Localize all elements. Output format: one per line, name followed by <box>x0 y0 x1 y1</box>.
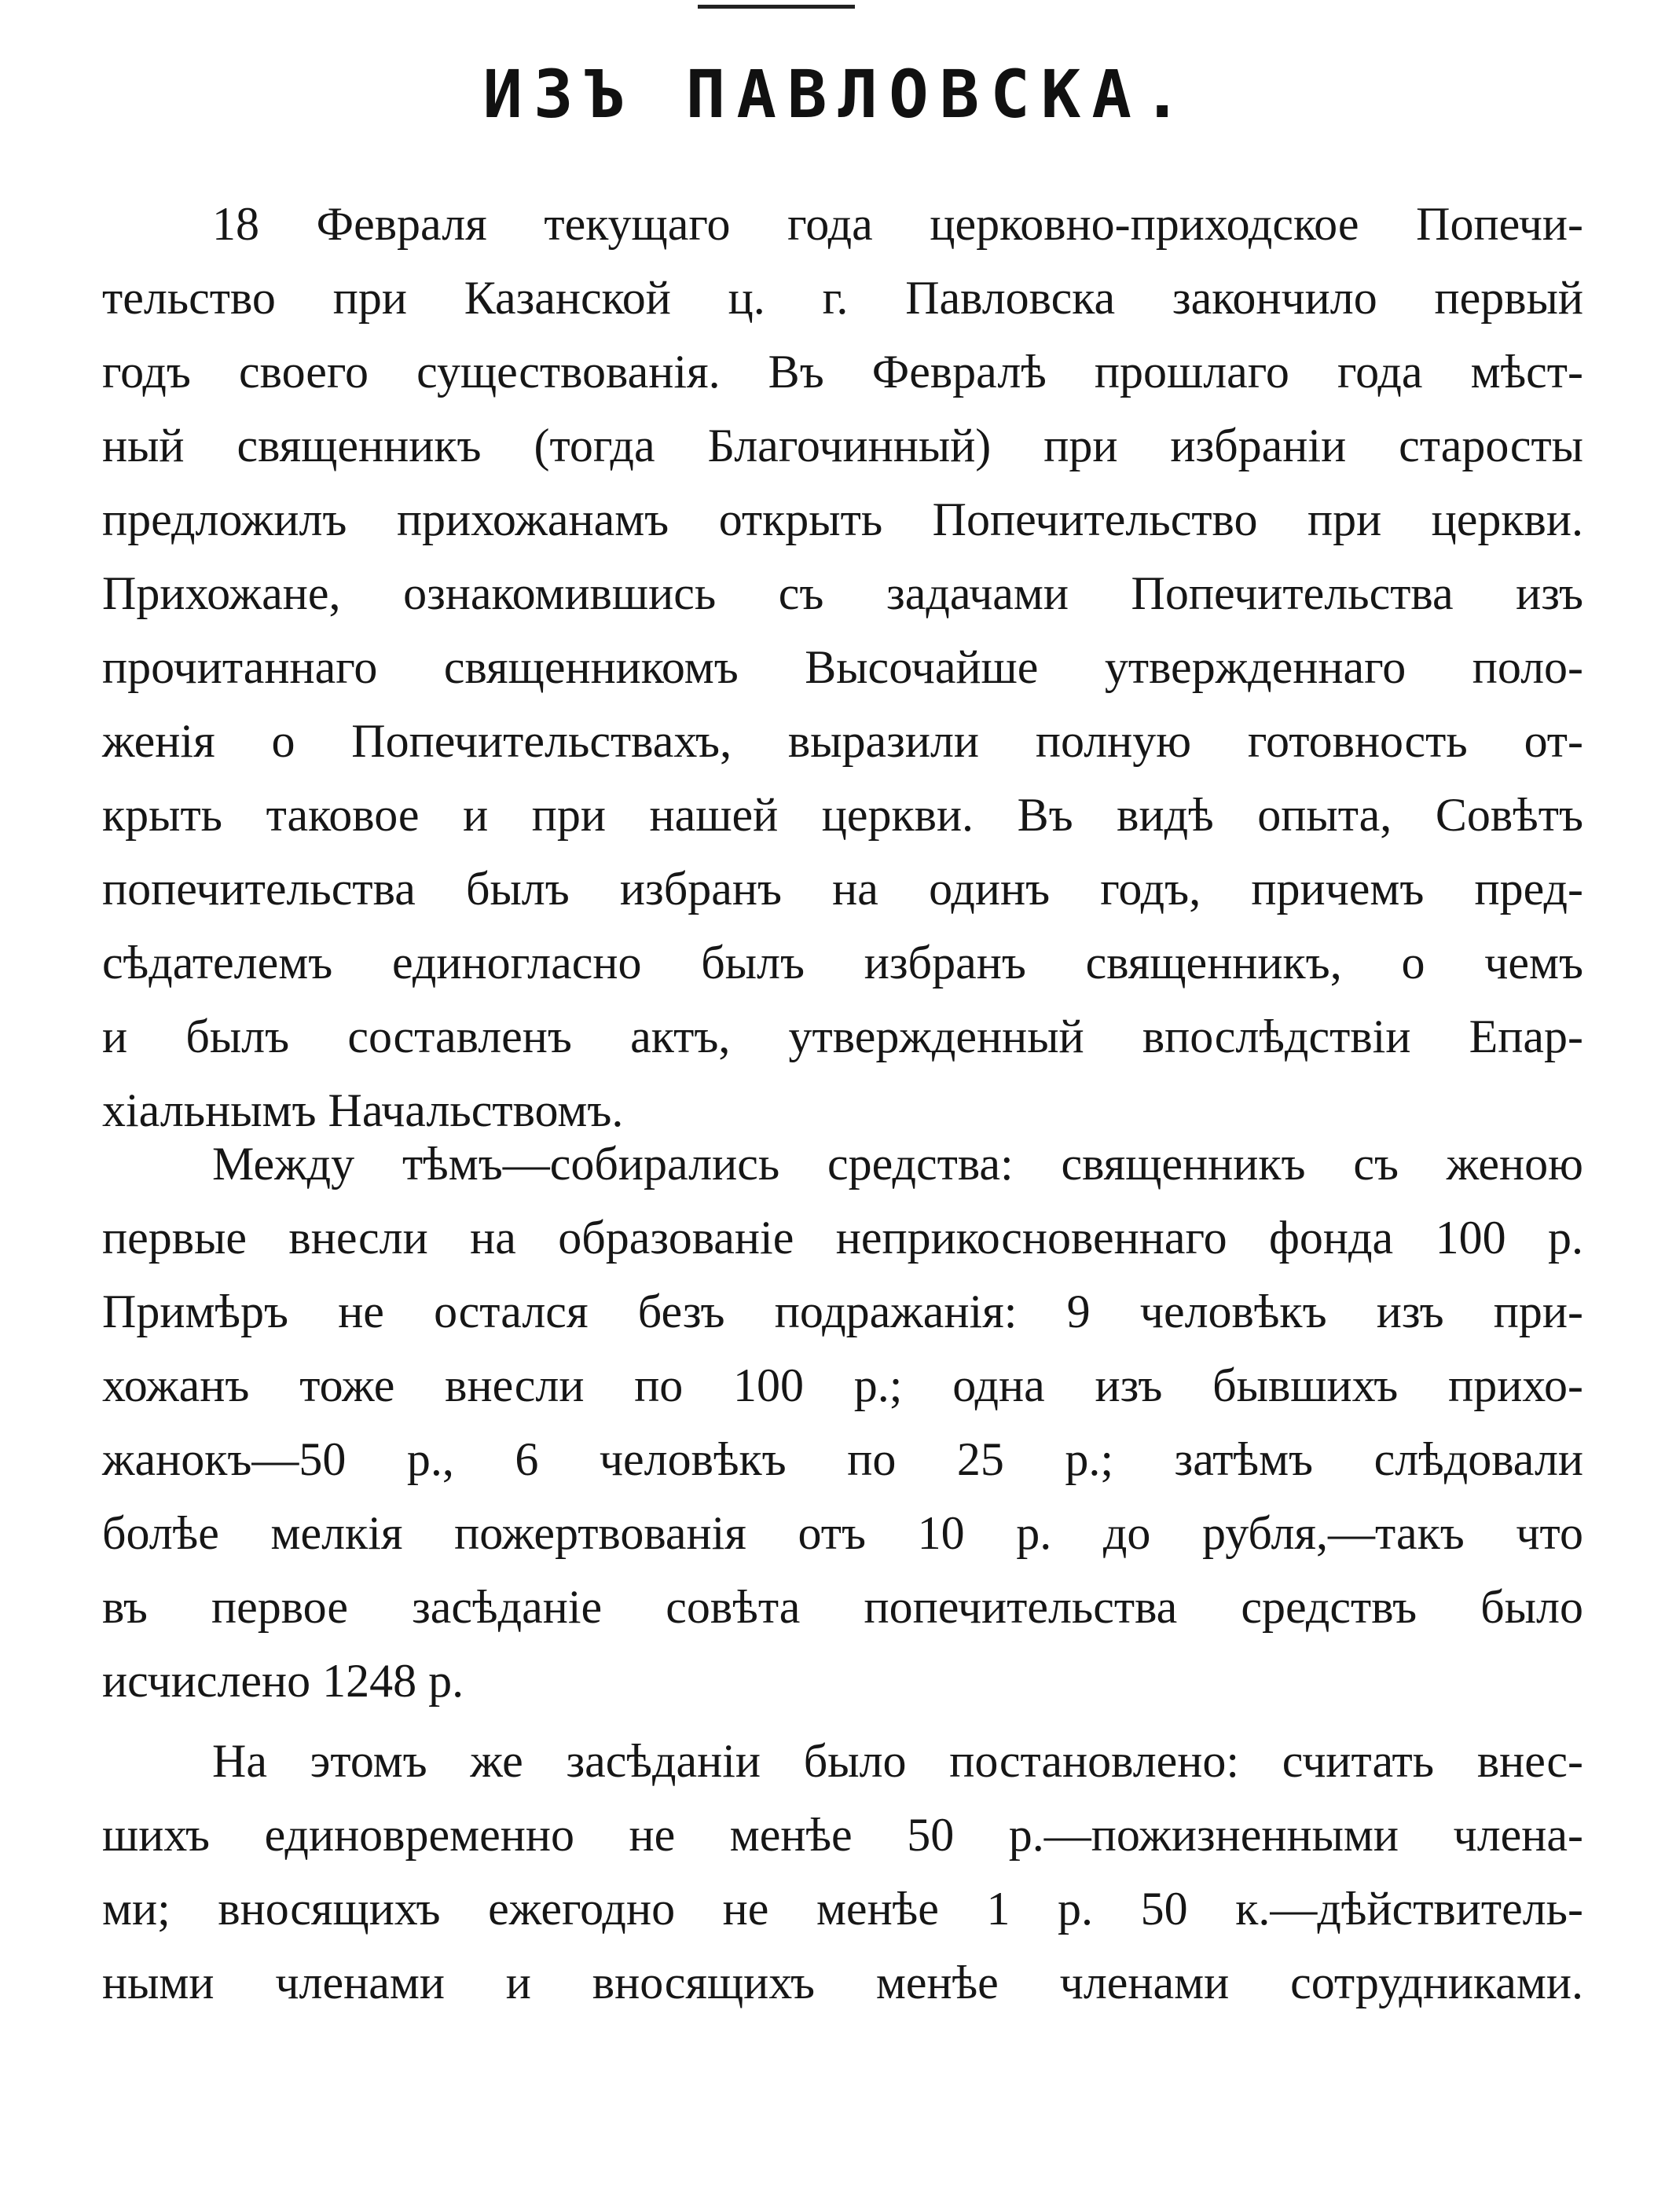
text-line: болѣе мелкія пожертвованія отъ 10 р. до рубля,—такъ что <box>102 1507 1583 1559</box>
text-line: ми; вносящихъ ежегодно не менѣе 1 р. 50 к.—дѣйствитель- <box>102 1883 1583 1935</box>
text-line: ный священникъ (тогда Благочинный) при избраніи старосты <box>102 420 1583 471</box>
text-line: шихъ единовременно не менѣе 50 р.—пожизненными члена- <box>102 1809 1583 1861</box>
text-line: и былъ составленъ актъ, утвержденный впослѣдствіи Епар- <box>102 1011 1583 1062</box>
text-line: Примѣръ не остался безъ подражанія: 9 человѣкъ изъ при- <box>102 1286 1583 1337</box>
text-line: попечительства былъ избранъ на одинъ годъ, причемъ пред- <box>102 863 1583 915</box>
text-line: хіальнымъ Начальствомъ. <box>102 1084 624 1136</box>
text-line: прочитаннаго священникомъ Высочайше утвержденнаго поло- <box>102 641 1583 693</box>
text-line: годъ своего существованія. Въ Февралѣ прошлаго года мѣст- <box>102 346 1583 398</box>
text-line: ными членами и вносящихъ менѣе членами сотрудниками. <box>102 1957 1583 2008</box>
paragraph-1 <box>102 187 1583 1147</box>
paragraph-2 <box>102 1127 1583 1718</box>
text-line: первые внесли на образованіе неприкосновеннаго фонда 100 р. <box>102 1212 1583 1264</box>
text-line: тельство при Казанской ц. г. Павловска закончило первый <box>102 272 1583 324</box>
text-line: предложилъ прихожанамъ открыть Попечительство при церкви. <box>102 493 1583 545</box>
text-line: сѣдателемъ единогласно былъ избранъ священникъ, о чемъ <box>102 937 1583 989</box>
text-line: Прихожане, ознакомившись съ задачами Попечительства изъ <box>102 567 1583 619</box>
text-line: исчислено 1248 р. <box>102 1655 464 1707</box>
paragraph-3 <box>102 1724 1583 2019</box>
text-line: крыть таковое и при нашей церкви. Въ видѣ опыта, Совѣтъ <box>102 789 1583 841</box>
text-line: 18 Февраля текущаго года церковно-приходское Попечи- <box>212 198 1583 250</box>
text-line: Между тѣмъ—собирались средства: священникъ съ женою <box>212 1138 1583 1190</box>
article-title: ИЗЪ ПАВЛОВСКА. <box>482 56 1194 133</box>
text-line: въ первое засѣданіе совѣта попечительства средствъ было <box>102 1581 1583 1633</box>
text-line: хожанъ тоже внесли по 100 р.; одна изъ бывшихъ прихо- <box>102 1359 1583 1411</box>
text-line: На этомъ же засѣданіи было постановлено: считать внес- <box>212 1735 1583 1787</box>
text-line: жанокъ—50 р., 6 человѣкъ по 25 р.; затѣмъ слѣдовали <box>102 1433 1583 1485</box>
text-line: женія о Попечительствахъ, выразили полную готовность от- <box>102 715 1583 767</box>
top-rule-divider <box>698 5 855 9</box>
